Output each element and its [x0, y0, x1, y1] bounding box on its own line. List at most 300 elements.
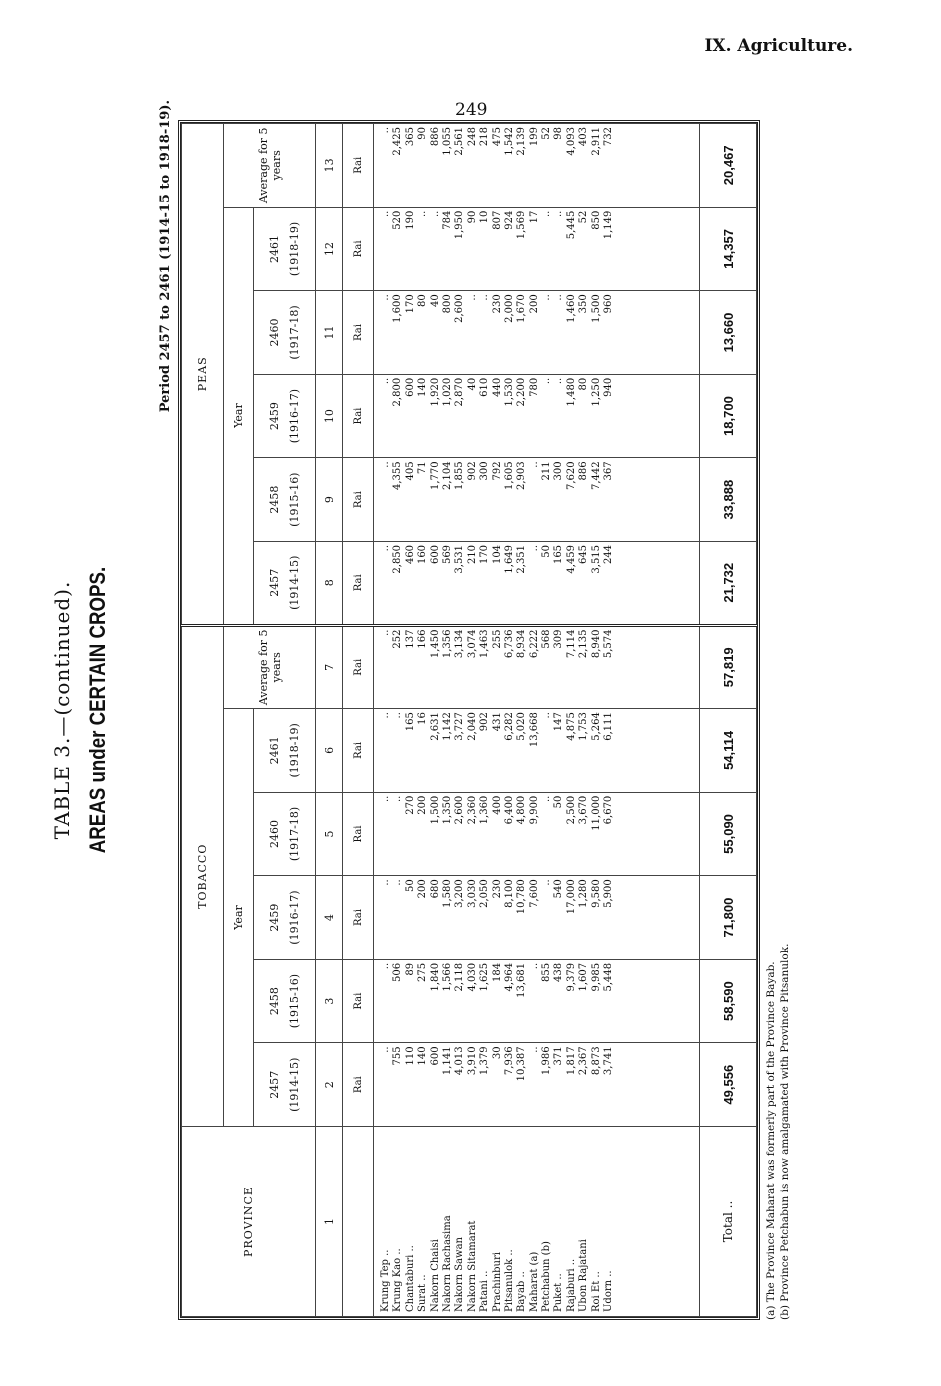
tobacco-average-column [374, 625, 700, 709]
peas-2460-value: 1,670 [516, 294, 528, 323]
year-be: 2460 [267, 819, 281, 848]
peas-2458-value: 300 [553, 461, 565, 481]
tobacco-2460-value: 3,670 [578, 795, 590, 825]
peas-year-2459-header [254, 374, 316, 458]
tobacco-2457-value: 10,387 [516, 1046, 528, 1082]
tobacco-average-value: .. [380, 629, 391, 636]
province-name: Pitsanulok .. [503, 1249, 515, 1312]
tobacco-2458-value: 5,448 [603, 962, 615, 992]
column-number: 4 [316, 876, 343, 960]
year-be: 2457 [267, 1070, 281, 1099]
tobacco-2457-value: .. [380, 1046, 391, 1053]
peas-2460-value: .. [541, 294, 553, 301]
peas-average-value: 218 [479, 127, 491, 147]
tobacco-2461-value: 16 [417, 712, 429, 725]
tobacco-2460-value: .. [541, 795, 553, 803]
tobacco-2460-value: 2,600 [454, 795, 466, 825]
year-ce: (1918-19) [287, 723, 301, 778]
tobacco-2460-value: 1,500 [429, 795, 441, 825]
year-ce: (1918-19) [287, 221, 301, 277]
peas-2458-column [374, 458, 700, 542]
peas-2460-value: 230 [491, 294, 503, 314]
tobacco-2457-value: 7,936 [503, 1046, 515, 1076]
tobacco-2458-value: 184 [491, 962, 503, 982]
tobacco-2457-value: 2,367 [578, 1046, 590, 1076]
year-be: 2460 [267, 318, 281, 347]
peas-average-value: 365 [404, 127, 416, 147]
tobacco-2459-value: 540 [553, 879, 565, 899]
tobacco-2459-value: .. [541, 879, 553, 886]
tobacco-2461-value: 1,753 [578, 712, 590, 741]
peas-average-value: 199 [528, 127, 540, 147]
year-be: 2461 [267, 234, 281, 263]
province-name: Chantaburi .. [404, 1245, 416, 1312]
peas-total: 13,660 [700, 291, 757, 375]
tobacco-year-2457-header [254, 1043, 316, 1127]
tobacco-2459-value: 3,030 [466, 879, 478, 908]
tobacco-average-value: 1,356 [441, 629, 453, 659]
peas-2457-value: 104 [491, 544, 503, 565]
tobacco-2461-value: 431 [491, 712, 503, 732]
province-header: PROVINCE [182, 1127, 316, 1317]
peas-2457-value: 4,459 [565, 544, 577, 574]
tobacco-2459-value: .. [392, 879, 404, 886]
tobacco-average-value: 2,135 [578, 629, 590, 659]
peas-2459-value: .. [553, 377, 565, 385]
peas-2458-value: 4,355 [392, 461, 404, 491]
peas-2459-value: 940 [603, 377, 615, 397]
peas-total: 33,888 [700, 458, 757, 542]
peas-2461-value: 52 [578, 210, 590, 224]
tobacco-2459-value: 5,900 [603, 879, 615, 908]
column-number: 7 [316, 625, 343, 709]
peas-average-value: 2,561 [454, 127, 466, 156]
peas-2461-value: 190 [404, 210, 416, 230]
tobacco-2457-value: 371 [553, 1046, 565, 1066]
peas-2458-value: 1,770 [429, 461, 441, 491]
tobacco-2458-value: 1,566 [441, 962, 453, 992]
tobacco-2458-value: .. [528, 962, 540, 970]
unit-label: Rai [343, 625, 374, 709]
tobacco-2458-value: .. [380, 962, 391, 970]
peas-2460-value: 800 [441, 294, 453, 314]
peas-2460-value: 170 [404, 294, 416, 314]
year-ce: (1917-18) [287, 806, 301, 862]
peas-2459-column [374, 374, 700, 458]
peas-2457-value: 244 [603, 544, 615, 565]
unit-label: Rai [343, 876, 374, 960]
peas-2457-value: 210 [466, 544, 478, 565]
tobacco-2459-value: 2,050 [479, 879, 491, 908]
tobacco-average-value: 6,222 [528, 629, 540, 659]
tobacco-average-value: 1,450 [429, 629, 441, 659]
tobacco-2458-value: 506 [392, 962, 404, 982]
peas-2459-value: 780 [528, 377, 540, 397]
column-number: 5 [316, 792, 343, 876]
tobacco-total: 71,800 [700, 876, 757, 960]
peas-2461-column [374, 207, 700, 291]
peas-2458-value: 1,855 [454, 461, 466, 491]
tobacco-average-value: 6,736 [503, 629, 515, 659]
table-period: Period 2457 to 2461 (1914-15 to 1918-19). [158, 100, 173, 413]
tobacco-total: 55,090 [700, 792, 757, 876]
peas-2460-value: 350 [578, 294, 590, 314]
peas-2461-value: .. [417, 210, 429, 217]
peas-2457-value: 165 [553, 544, 565, 565]
peas-2459-value: 1,020 [441, 377, 453, 407]
unit-spacer [343, 1127, 374, 1317]
peas-average-value: 1,055 [441, 127, 453, 156]
tobacco-average-value: 255 [491, 629, 503, 649]
tobacco-2458-value: 275 [417, 962, 429, 982]
tobacco-2458-value: 855 [541, 962, 553, 982]
tobacco-average-value: 568 [541, 629, 553, 649]
total-label: Total .. [700, 1127, 757, 1317]
peas-average-value: 732 [603, 127, 615, 147]
tobacco-year-header: Year [224, 709, 254, 1127]
tobacco-2457-value: 4,013 [454, 1046, 466, 1076]
tobacco-2458-value: 9,379 [565, 962, 577, 992]
tobacco-2459-value: 230 [491, 879, 503, 899]
province-name: Surat .. [417, 1274, 429, 1312]
column-number: 12 [316, 207, 343, 291]
tobacco-2460-value: 2,360 [466, 795, 478, 825]
peas-2460-value: .. [380, 294, 391, 301]
tobacco-average-value: 8,934 [516, 629, 528, 659]
year-ce: (1914-15) [287, 555, 301, 610]
peas-2459-value: 2,870 [454, 377, 466, 407]
tobacco-2459-value: 7,600 [528, 879, 540, 908]
table-title: TABLE 3.—(continued). [50, 580, 74, 840]
year-ce: (1915-16) [287, 472, 301, 527]
tobacco-2458-value: 2,118 [454, 962, 466, 992]
unit-label: Rai [343, 792, 374, 876]
province-name: Udorn .. [603, 1270, 615, 1312]
peas-2459-value: 80 [578, 377, 590, 391]
tobacco-2460-value: 1,350 [441, 795, 453, 825]
tobacco-2457-value: 600 [429, 1046, 441, 1066]
tobacco-average-header: Average for 5 years [224, 625, 316, 709]
running-title: IX. Agriculture. [704, 36, 853, 56]
peas-2461-value: .. [429, 210, 441, 217]
peas-average-value: 90 [417, 127, 429, 140]
footnote-b: (b) Province Petchabun is now amalgamated with Province Pitsanulok. [779, 943, 791, 1320]
tobacco-2458-value: 438 [553, 962, 565, 982]
province-name: Maharat (a) [528, 1251, 540, 1312]
peas-2458-value: 792 [491, 461, 503, 481]
peas-2458-value: 405 [404, 461, 416, 481]
peas-2459-value: 440 [491, 377, 503, 397]
year-be: 2459 [267, 903, 281, 932]
tobacco-2457-value: 8,873 [590, 1046, 602, 1076]
province-list [374, 1127, 700, 1317]
peas-2461-value: 850 [590, 210, 602, 230]
province-name: Nakorn Rachasima [441, 1215, 453, 1312]
tobacco-2457-value: 1,141 [441, 1046, 453, 1076]
tobacco-2461-value: 902 [479, 712, 491, 732]
tobacco-2458-value: 1,840 [429, 962, 441, 992]
peas-2458-value: 2,903 [516, 461, 528, 491]
tobacco-2459-value: 200 [417, 879, 429, 899]
column-number: 9 [316, 458, 343, 542]
peas-average-value: .. [380, 127, 391, 134]
unit-label: Rai [343, 541, 374, 625]
tobacco-2460-value: 4,800 [516, 795, 528, 825]
peas-2459-value: 2,800 [392, 377, 404, 407]
tobacco-2459-value: 3,200 [454, 879, 466, 908]
tobacco-year-2458-header [254, 959, 316, 1043]
peas-2460-value: 2,000 [503, 294, 515, 323]
tobacco-2457-column [374, 1043, 700, 1127]
peas-2460-value: 1,600 [392, 294, 404, 323]
tobacco-2461-value: 6,111 [603, 712, 615, 741]
tobacco-2457-value: 30 [491, 1046, 503, 1060]
peas-2458-value: 7,442 [590, 461, 602, 491]
peas-average-value: 886 [429, 127, 441, 147]
tobacco-2458-column [374, 959, 700, 1043]
tobacco-2458-value: 1,607 [578, 962, 590, 992]
tobacco-2461-value: .. [541, 712, 553, 719]
tobacco-average-value: 3,134 [454, 629, 466, 659]
province-name: Petchabun (b) [541, 1241, 553, 1312]
peas-average-value: 98 [553, 127, 565, 140]
tobacco-average-value: 137 [404, 629, 416, 649]
peas-average-column [374, 124, 700, 208]
peas-year-2460-header [254, 291, 316, 375]
peas-2459-value: 600 [404, 377, 416, 397]
tobacco-2459-value: 9,580 [590, 879, 602, 908]
peas-2460-value: 2,600 [454, 294, 466, 323]
tobacco-total: 58,590 [700, 959, 757, 1043]
unit-label: Rai [343, 124, 374, 208]
peas-2461-value: .. [553, 210, 565, 217]
peas-2457-value: 3,531 [454, 544, 466, 574]
peas-2460-value: 1,460 [565, 294, 577, 323]
column-number: 11 [316, 291, 343, 375]
unit-label: Rai [343, 709, 374, 793]
peas-2458-value: .. [380, 461, 391, 468]
column-number: 3 [316, 959, 343, 1043]
province-name: Krung Tep .. [380, 1249, 391, 1312]
peas-average-value: 1,542 [503, 127, 515, 156]
rotated-table-page [40, 80, 800, 1340]
tobacco-2461-column [374, 709, 700, 793]
peas-2461-value: 924 [503, 210, 515, 230]
year-be: 2458 [267, 485, 281, 514]
peas-2457-value: 170 [479, 544, 491, 565]
peas-2457-column [374, 541, 700, 625]
province-name: Nakorn Chaisi [429, 1239, 441, 1312]
peas-average-value: 2,139 [516, 127, 528, 156]
tobacco-average-value: 8,940 [590, 629, 602, 659]
peas-2457-value: .. [528, 544, 540, 552]
column-number: 13 [316, 124, 343, 208]
crop-areas-table [181, 123, 757, 1317]
tobacco-2461-value: 165 [404, 712, 416, 732]
peas-2458-value: 71 [417, 461, 429, 475]
peas-2458-value: 367 [603, 461, 615, 481]
tobacco-2460-value: .. [380, 795, 391, 803]
tobacco-2459-value: .. [380, 879, 391, 886]
tobacco-2458-value: 89 [404, 962, 416, 976]
province-name: Nakorn Sitamarat [466, 1220, 478, 1312]
peas-average-value: 2,911 [590, 127, 602, 156]
peas-2460-value: 80 [417, 294, 429, 307]
tobacco-total: 57,819 [700, 625, 757, 709]
peas-2457-value: 600 [429, 544, 441, 565]
tobacco-2459-value: 680 [429, 879, 441, 899]
tobacco-2461-value: .. [380, 712, 391, 719]
peas-2459-value: 1,480 [565, 377, 577, 407]
unit-label: Rai [343, 959, 374, 1043]
peas-2458-value: .. [528, 461, 540, 468]
tobacco-2460-value: 2,500 [565, 795, 577, 825]
peas-average-header: Average for 5 years [224, 124, 316, 208]
peas-2461-value: 1,950 [454, 210, 466, 240]
column-number: 2 [316, 1043, 343, 1127]
year-ce: (1916-17) [287, 388, 301, 444]
footnote-a: (a) The Province Maharat was formerly part of the Province Bayab. [765, 961, 777, 1320]
peas-2461-value: 17 [528, 210, 540, 224]
peas-2459-value: 1,250 [590, 377, 602, 407]
tobacco-year-2461-header [254, 709, 316, 793]
peas-average-value: 475 [491, 127, 503, 147]
peas-2461-value: 807 [491, 210, 503, 230]
province-name: Prachinburi [491, 1252, 503, 1312]
peas-average-value: 248 [466, 127, 478, 147]
peas-2461-value: 90 [466, 210, 478, 224]
year-ce: (1916-17) [287, 890, 301, 945]
peas-total: 18,700 [700, 374, 757, 458]
province-name: Roi Et .. [590, 1271, 602, 1312]
tobacco-average-value: 3,074 [466, 629, 478, 659]
peas-year-header: Year [224, 207, 254, 625]
peas-2460-value: 960 [603, 294, 615, 314]
peas-year-2457-header [254, 541, 316, 625]
tobacco-2461-value: 5,020 [516, 712, 528, 741]
peas-2457-value: 2,850 [392, 544, 404, 574]
tobacco-2460-value: 9,900 [528, 795, 540, 825]
tobacco-2460-value: 1,360 [479, 795, 491, 825]
peas-2459-value: 1,920 [429, 377, 441, 407]
peas-2460-value: .. [466, 294, 478, 301]
tobacco-2460-value: 50 [553, 795, 565, 809]
peas-group-header: PEAS [182, 124, 224, 626]
tobacco-2459-value: 1,280 [578, 879, 590, 908]
tobacco-2458-value: 4,964 [503, 962, 515, 992]
table-subtitle: AREAS under CERTAIN CROPS. [85, 566, 110, 854]
unit-label: Rai [343, 374, 374, 458]
tobacco-2460-column [374, 792, 700, 876]
tobacco-2461-value: 3,727 [454, 712, 466, 741]
tobacco-average-value: 1,463 [479, 629, 491, 659]
peas-2459-value: .. [380, 377, 391, 385]
tobacco-2460-value: 11,000 [590, 795, 602, 831]
tobacco-group-header: TOBACCO [182, 625, 224, 1126]
peas-2459-value: 40 [466, 377, 478, 391]
tobacco-2460-value: 270 [404, 795, 416, 815]
province-name: Patani .. [479, 1270, 491, 1312]
tobacco-2461-value: .. [392, 712, 404, 719]
peas-2458-value: 2,104 [441, 461, 453, 491]
unit-label: Rai [343, 1043, 374, 1127]
peas-2459-value: 610 [479, 377, 491, 397]
tobacco-2459-value: 50 [404, 879, 416, 892]
tobacco-2461-value: 4,875 [565, 712, 577, 741]
unit-label: Rai [343, 291, 374, 375]
year-be: 2458 [267, 987, 281, 1016]
peas-2461-value: .. [380, 210, 391, 217]
tobacco-2461-value: 5,264 [590, 712, 602, 741]
province-name: Puket .. [553, 1273, 565, 1312]
peas-2457-value: 569 [441, 544, 453, 565]
province-name: Bayab .. [516, 1271, 528, 1312]
tobacco-2459-value: 17,000 [565, 879, 577, 915]
peas-average-value: 403 [578, 127, 590, 147]
peas-2458-value: 300 [479, 461, 491, 481]
year-be: 2457 [267, 568, 281, 597]
year-ce: (1917-18) [287, 305, 301, 360]
year-be: 2459 [267, 402, 281, 431]
tobacco-2457-value: 1,379 [479, 1046, 491, 1076]
peas-2458-value: 902 [466, 461, 478, 481]
peas-2457-value: 2,351 [516, 544, 528, 574]
page-number: 249 [455, 100, 488, 120]
peas-2459-value: .. [541, 377, 553, 385]
tobacco-2460-value: 400 [491, 795, 503, 815]
tobacco-average-value: 309 [553, 629, 565, 649]
year-be: 2461 [267, 736, 281, 765]
column-number: 10 [316, 374, 343, 458]
peas-2460-value: 40 [429, 294, 441, 307]
province-name: Krung Kao .. [392, 1248, 404, 1312]
tobacco-2458-value: 4,030 [466, 962, 478, 992]
peas-average-value: 52 [541, 127, 553, 140]
peas-total: 21,732 [700, 541, 757, 625]
tobacco-2457-value: 140 [417, 1046, 429, 1066]
peas-2458-value: 211 [541, 461, 553, 481]
tobacco-year-2460-header [254, 792, 316, 876]
peas-average-value: 2,425 [392, 127, 404, 156]
tobacco-2460-value: 200 [417, 795, 429, 815]
peas-2461-value: 5,445 [565, 210, 577, 240]
tobacco-2461-value: 2,631 [429, 712, 441, 741]
peas-2461-value: 10 [479, 210, 491, 224]
tobacco-2459-value: 10,780 [516, 879, 528, 915]
tobacco-2458-value: 1,625 [479, 962, 491, 992]
peas-year-2458-header [254, 458, 316, 542]
tobacco-2458-value: 9,985 [590, 962, 602, 992]
peas-2460-column [374, 291, 700, 375]
tobacco-total: 49,556 [700, 1043, 757, 1127]
tobacco-2457-value: 3,741 [603, 1046, 615, 1076]
tobacco-average-value: 5,574 [603, 629, 615, 659]
peas-2457-value: .. [380, 544, 391, 552]
tobacco-2461-value: 1,142 [441, 712, 453, 741]
peas-2458-value: 1,605 [503, 461, 515, 491]
peas-2457-value: 50 [541, 544, 553, 558]
peas-2457-value: 460 [404, 544, 416, 565]
peas-average-value: 4,093 [565, 127, 577, 156]
tobacco-average-value: 7,114 [565, 629, 577, 659]
year-ce: (1914-15) [287, 1057, 301, 1112]
peas-2457-value: 1,649 [503, 544, 515, 574]
peas-2457-value: 3,515 [590, 544, 602, 574]
tobacco-2460-value: 6,670 [603, 795, 615, 825]
peas-2461-value: 1,149 [603, 210, 615, 240]
peas-2460-value: 1,500 [590, 294, 602, 323]
unit-label: Rai [343, 458, 374, 542]
